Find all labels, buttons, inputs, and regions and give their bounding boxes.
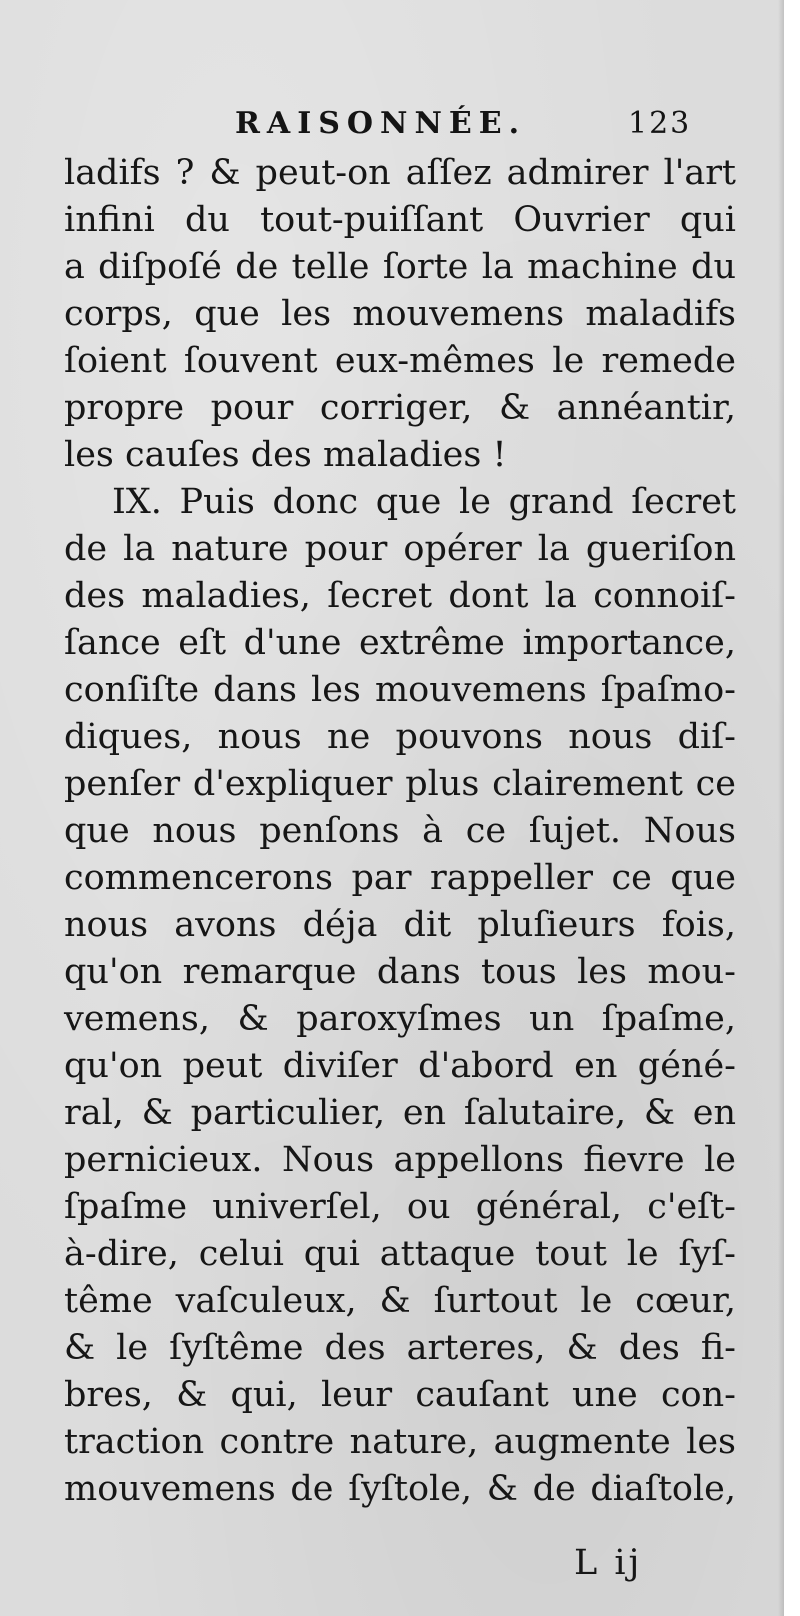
text-line: infini du tout-puiſſant Ouvrier qui <box>64 200 736 240</box>
text-line: à-dire, celui qui attaque tout le ſyſ- <box>64 1234 736 1274</box>
text-line: traction contre nature, augmente les <box>64 1422 736 1462</box>
text-line: tême vaſculeux, & ſurtout le cœur, <box>64 1281 736 1321</box>
text-line: corps, que les mouvemens maladifs <box>64 294 736 334</box>
text-line: de la nature pour opérer la gueriſon <box>64 529 736 569</box>
text-line: bres, & qui, leur cauſant une con- <box>64 1375 736 1415</box>
text-line: propre pour corriger, & annéantir, <box>64 388 736 428</box>
text-line: qu'on remarque dans tous les mou- <box>64 952 736 992</box>
paragraph-start-line: IX. Puis donc que le grand ſecret <box>112 482 736 522</box>
text-line: que nous penſons à ce ſujet. Nous <box>64 811 736 851</box>
text-line: vemens, & paroxyſmes un ſpaſme, <box>64 999 736 1039</box>
text-line: diques, nous ne pouvons nous diſ- <box>64 717 736 757</box>
scan-margin <box>784 0 800 1616</box>
text-line: qu'on peut diviſer d'abord en géné- <box>64 1046 736 1086</box>
body-text <box>64 150 736 1513</box>
text-line: ſoient ſouvent eux-mêmes le remede <box>64 341 736 381</box>
page-number: 123 <box>628 106 692 141</box>
running-title: RAISONNÉE. <box>235 106 527 141</box>
text-line: mouvemens de ſyſtole, & de diaſtole, <box>64 1469 736 1509</box>
text-line: a diſpoſé de telle ſorte la machine du <box>64 247 736 287</box>
text-line: ſpaſme univerſel, ou général, c'eſt- <box>64 1187 736 1227</box>
text-line: pernicieux. Nous appellons fievre le <box>64 1140 736 1180</box>
text-line: ſance eſt d'une extrême importance, <box>64 623 736 663</box>
text-line: les cauſes des maladies ! <box>64 435 507 475</box>
text-line: & le ſyſtême des arteres, & des fi- <box>64 1328 736 1368</box>
text-line: des maladies, ſecret dont la connoiſ- <box>64 576 736 616</box>
page-header <box>0 104 784 144</box>
text-line: commencerons par rappeller ce que <box>64 858 736 898</box>
text-line: nous avons déja dit pluſieurs fois, <box>64 905 736 945</box>
text-line: ladifs ? & peut-on aſſez admirer l'art <box>64 153 736 193</box>
text-line: ral, & particulier, en ſalutaire, & en <box>64 1093 736 1133</box>
text-line: conſiſte dans les mouvemens ſpaſmo- <box>64 670 736 710</box>
text-line: penſer d'expliquer plus clairement ce <box>64 764 736 804</box>
signature-mark: L ij <box>574 1543 643 1583</box>
